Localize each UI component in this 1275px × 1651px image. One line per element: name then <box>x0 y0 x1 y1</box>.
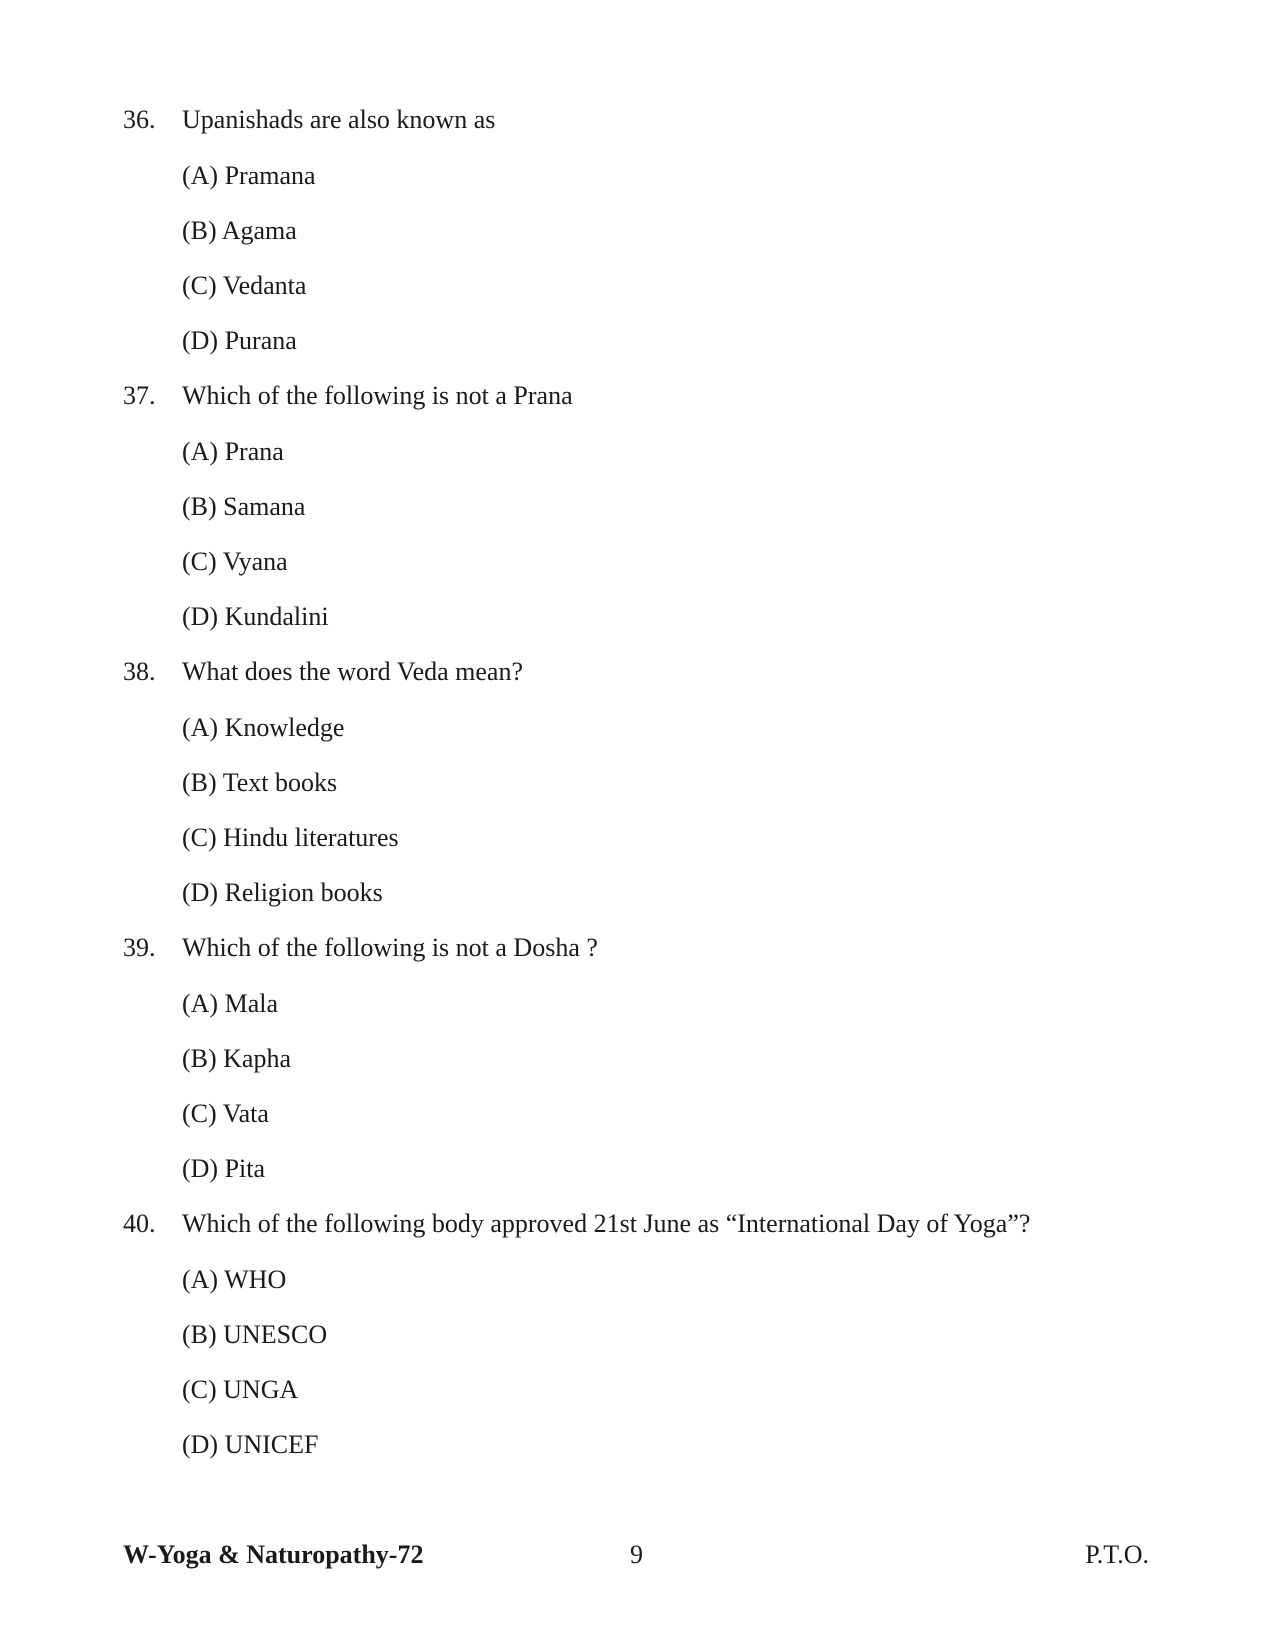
paper-code: W-Yoga & Naturopathy-72 <box>123 1540 424 1569</box>
page-footer <box>123 1535 1163 1575</box>
question-37 <box>123 368 1163 644</box>
question-text: Which of the following is not a Dosha ? <box>182 933 598 962</box>
option-c: (C) UNGA <box>182 1375 299 1404</box>
option-b: (B) UNESCO <box>182 1320 328 1349</box>
option-b: (B) Samana <box>182 492 306 521</box>
option-d: (D) Purana <box>182 326 297 355</box>
option-d: (D) UNICEF <box>182 1430 319 1459</box>
option-c: (C) Vyana <box>182 547 288 576</box>
option-a: (A) Mala <box>182 989 279 1018</box>
question-number: 36. <box>123 105 156 134</box>
page-number: 9 <box>630 1540 643 1569</box>
question-number: 37. <box>123 381 156 410</box>
option-d: (D) Religion books <box>182 878 383 907</box>
question-stem <box>123 920 1163 976</box>
option-b: (B) Text books <box>182 768 338 797</box>
question-list <box>123 92 1163 1472</box>
question-number: 40. <box>123 1209 156 1238</box>
pto-label: P.T.O. <box>1085 1540 1149 1569</box>
question-stem <box>123 368 1163 424</box>
option-d: (D) Kundalini <box>182 602 329 631</box>
question-text: Which of the following body approved 21st June as “International Day of Yoga”? <box>182 1209 1031 1238</box>
option-c: (C) Vedanta <box>182 271 307 300</box>
option-b: (B) Agama <box>182 216 297 245</box>
question-text: Upanishads are also known as <box>182 105 496 134</box>
question-36 <box>123 92 1163 368</box>
option-a: (A) Prana <box>182 437 284 466</box>
option-a: (A) Knowledge <box>182 713 345 742</box>
option-a: (A) WHO <box>182 1265 287 1294</box>
question-text: What does the word Veda mean? <box>182 657 524 686</box>
question-number: 38. <box>123 657 156 686</box>
option-a: (A) Pramana <box>182 161 316 190</box>
option-d: (D) Pita <box>182 1154 266 1183</box>
question-stem <box>123 1196 1163 1252</box>
question-38 <box>123 644 1163 920</box>
question-39 <box>123 920 1163 1196</box>
question-stem <box>123 92 1163 148</box>
question-stem <box>123 644 1163 700</box>
option-c: (C) Vata <box>182 1099 269 1128</box>
question-number: 39. <box>123 933 156 962</box>
question-text: Which of the following is not a Prana <box>182 381 573 410</box>
question-40 <box>123 1196 1163 1472</box>
option-b: (B) Kapha <box>182 1044 292 1073</box>
option-c: (C) Hindu literatures <box>182 823 399 852</box>
